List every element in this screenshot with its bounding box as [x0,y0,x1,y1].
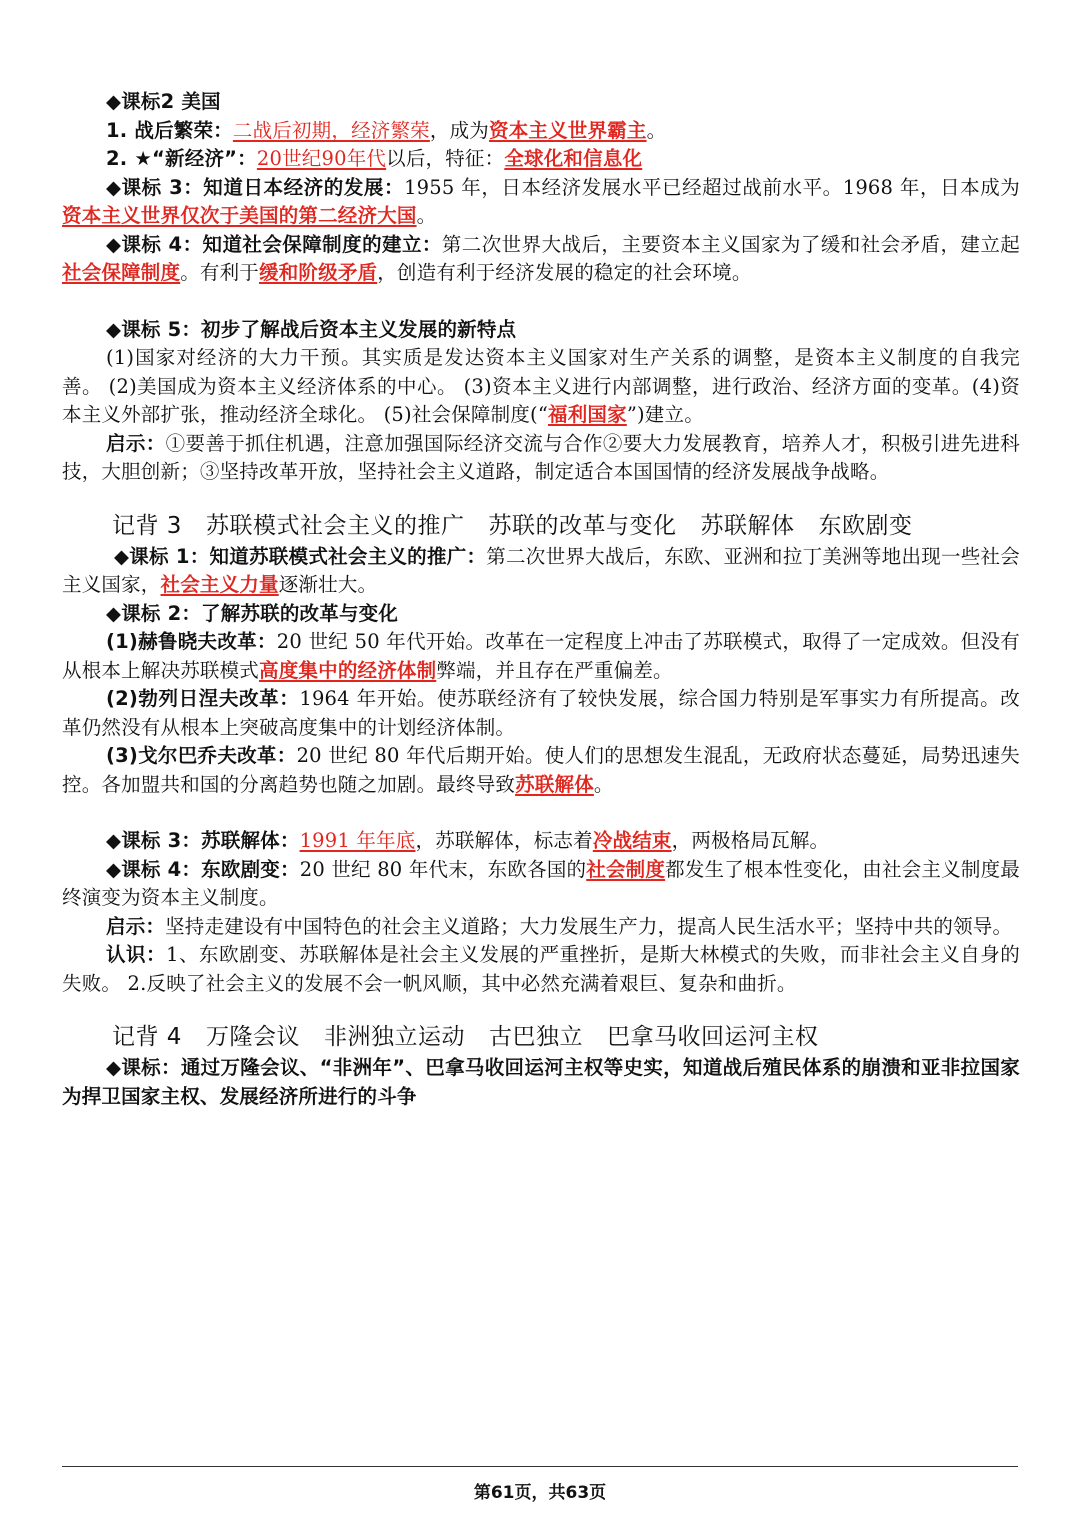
label: 1. 战后繁荣： [106,118,233,142]
heading-part: 古巴独立 [488,1024,583,1050]
highlight: 资本主义世界仅次于美国的第二经济大国 [62,204,417,227]
section-title: ◆课标 5：初步了解战后资本主义发展的新特点 [106,317,517,341]
footer-divider [62,1466,1018,1467]
text: 逐渐壮大。 [278,573,378,596]
paragraph [62,685,1020,742]
text: 1964 年开始。使苏联经济有了较快发展，综合国力特别是军事实力有所提高。改革仍然没有从根本上突破高度集中的计划经济体制。 [62,687,1020,739]
highlight: 高度集中的经济体制 [259,658,437,682]
paragraph [62,543,1020,600]
text: 弊端，并且存在严重偏差。 [436,658,673,682]
text: 。 [416,204,437,227]
highlight: 资本主义世界霸主 [489,118,647,142]
highlight: 社会制度 [586,857,666,881]
paragraph [62,344,1020,430]
label: 2. ★“新经济”： [106,147,257,170]
paragraph [62,117,1020,146]
text: 。有利于 [180,261,260,284]
text: ，创造有利于经济发展的稳定的社会环境。 [377,261,752,284]
label: (2)勃列日涅夫改革： [106,687,300,710]
heading-part: 记背 4 [112,1024,182,1050]
text: 坚持走建设有中国特色的社会主义道路；大力发展生产力，提高人民生活水平；坚持中共的领导。 [165,914,1013,938]
label: (3)戈尔巴乔夫改革： [106,744,297,767]
highlight: 社会主义力量 [160,573,279,596]
paragraph [62,174,1020,231]
heading-part: 记背 3 [112,512,182,539]
highlight: 福利国家 [548,403,627,426]
text: ，两极格局瓦解。 [671,829,830,852]
highlight: 冷战结束 [592,829,672,852]
paragraph [62,856,1020,913]
text: 20 世纪 80 年代末，东欧各国的 [299,857,587,881]
highlight: 全球化和信息化 [504,147,643,170]
label: 启示： [106,431,166,455]
text: 。 [593,772,614,796]
heading-part: 万隆会议 [205,1024,300,1050]
label: ◆课标 4：知道社会保障制度的建立： [106,232,442,256]
paragraph [62,231,1020,288]
text: ，苏联解体，标志着 [415,829,593,852]
heading-part: 苏联的改革与变化 [488,512,677,539]
label: (1)赫鲁晓夫改革： [106,630,277,653]
heading-part: 苏联模式社会主义的推广 [205,512,465,539]
label: ◆课标 3：知道日本经济的发展： [106,175,405,199]
section-title: ◆课标2 美国 [106,90,221,113]
text: ”)建立。 [626,403,704,426]
paragraph [62,145,1020,174]
paragraph [62,628,1020,685]
highlight: 20世纪90年代 [256,147,387,170]
page-number: 第61页，共63页 [473,1483,607,1503]
chapter-heading [62,1020,1020,1054]
highlight: 社会保障制度 [62,261,181,284]
heading-part: 非洲独立运动 [323,1024,465,1050]
label: 认识： [106,943,167,966]
heading-part: 东欧剧变 [818,512,913,539]
paragraph [62,742,1020,799]
text: 第二次世界大战后，东欧、亚洲和拉丁美洲等地出现一些社会主义国家， [62,544,1020,596]
heading-part: 巴拿马收回运河主权 [606,1024,819,1050]
text: 。 [646,118,667,142]
label: ◆课标 4：东欧剧变： [106,857,300,881]
text: 以后，特征： [386,147,505,170]
paragraph: ◆课标：通过万隆会议、“非洲年”、巴拿马收回运河主权等史实，知道战后殖民体系的崩溃和亚非拉国家为捍卫国家主权、发展经济所进行的斗争 [62,1056,1020,1108]
highlight: 缓和阶级矛盾 [259,261,378,284]
text: 都发生了根本性变化，由社会主义制度最终演变为资本主义制度。 [62,857,1020,909]
text: 1955 年，日本经济发展水平已经超过战前水平。1968 年，日本成为 [404,175,1020,199]
paragraph [62,827,1020,856]
document-page [62,88,1020,1111]
highlight: 二战后初期，经济繁荣 [232,118,430,142]
section-title: ◆课标 2：了解苏联的改革与变化 [106,601,399,625]
label: 启示： [106,914,166,938]
label: ◆课标 1：知道苏联模式社会主义的推广： [114,544,487,568]
highlight: 苏联解体 [515,772,594,796]
text: 1、东欧剧变、苏联解体是社会主义发展的严重挫折，是斯大林模式的失败，而非社会主义自身的失败。 2.反映了社会主义的发展不会一帆风顺，其中必然充满着艰巨、复杂和曲折。 [62,943,1020,995]
text: ①要善于抓住机遇，注意加强国际经济交流与合作②要大力发展教育，培养人才，积极引进先进科技，大胆创新；③坚持改革开放，坚持社会主义道路，制定适合本国国情的经济发展战争战略。 [62,431,1020,483]
label: ◆课标 3：苏联解体： [106,829,300,852]
text: ，成为 [429,118,489,142]
paragraph [62,913,1020,942]
highlight: 1991 年年底 [299,829,416,852]
text: 20 世纪 50 年代开始。改革在一定程度上冲击了苏联模式，取得了一定成效。但没有从根本上解决苏联模式 [62,630,1020,682]
paragraph [62,430,1020,487]
chapter-heading [62,509,1020,543]
text: 20 世纪 80 年代后期开始。使人们的思想发生混乱，无政府状态蔓延，局势迅速失控。各加盟共和国的分离趋势也随之加剧。最终导致 [62,744,1021,796]
text: (1)国家对经济的大力干预。其实质是发达资本主义国家对生产关系的调整，是资本主义制度的自我完善。 (2)美国成为资本主义经济体系的中心。 (3)资本主义进行内部调整，进行政治、经济方面的变革。(4)资本主义外部扩张，推动经济全球化。 (5)社会保障制度(“ [62,346,1020,426]
paragraph [62,941,1020,998]
heading-part: 苏联解体 [700,512,795,539]
text: 第二次世界大战后，主要资本主义国家为了缓和社会矛盾，建立起 [441,232,1020,256]
